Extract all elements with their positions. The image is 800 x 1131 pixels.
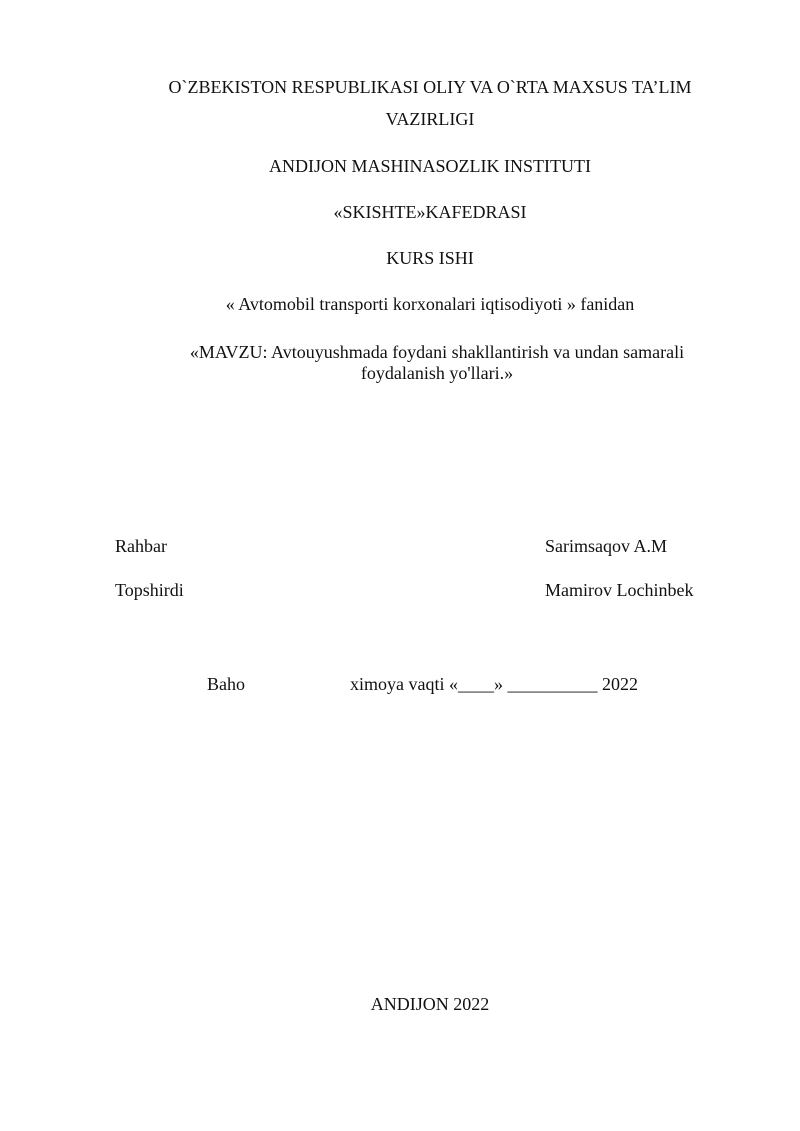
defense-date-line: ximoya vaqti «____» __________ 2022 <box>350 674 638 694</box>
supervisor-name: Sarimsaqov A.M <box>545 536 668 556</box>
department-name: «SKISHTE»KAFEDRASI <box>333 202 527 222</box>
document-type: KURS ISHI <box>386 248 474 268</box>
topic-line2: foydalanish yo'llari.» <box>360 363 514 383</box>
subject-line: « Avtomobil transporti korxonalari iqtisodiyoti » fanidan <box>225 294 635 314</box>
submitted-by-label: Topshirdi <box>115 580 184 600</box>
institute-name: ANDIJON MASHINASOZLIK INSTITUTI <box>269 156 591 176</box>
ministry-name-line1: O`ZBEKISTON RESPUBLIKASI OLIY VA O`RTA MAXSUS TA’LIM <box>168 77 692 97</box>
grade-label: Baho <box>207 674 245 694</box>
student-name: Mamirov Lochinbek <box>545 580 694 600</box>
city-year: ANDIJON 2022 <box>370 994 490 1014</box>
topic-line1: «MAVZU: Avtouyushmada foydani shakllantirish va undan samarali <box>189 342 685 362</box>
supervisor-label: Rahbar <box>115 536 167 556</box>
ministry-name-line2: VAZIRLIGI <box>385 109 475 129</box>
